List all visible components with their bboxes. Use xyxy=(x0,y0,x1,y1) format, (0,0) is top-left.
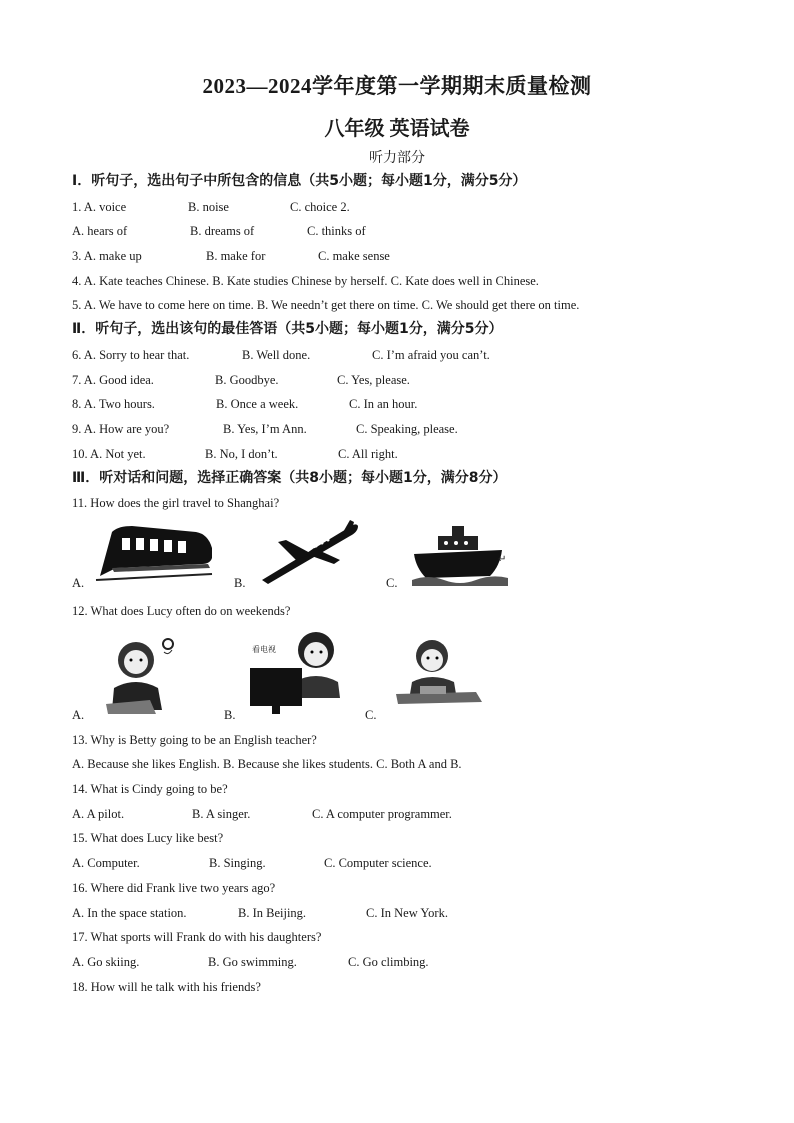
q15-option-b: B. Singing. xyxy=(209,856,266,870)
q10-option-c: C. All right. xyxy=(338,447,398,461)
question-15: 15. What does Lucy like best? xyxy=(72,831,224,845)
q3-option-c: C. make sense xyxy=(318,249,390,263)
train-picture xyxy=(92,518,216,584)
q7-option-a: 7. A. Good idea. xyxy=(72,373,154,387)
question-5: 5. A. We have to come here on time. B. We needn’t get there on time. C. We should get there on time. xyxy=(72,298,580,312)
section-1-heading: Ⅰ．听句子，选出句子中所包含的信息（共5小题；每小题1分，满分5分） xyxy=(72,173,527,189)
question-4: 4. A. Kate teaches Chinese. B. Kate studies Chinese by herself. C. Kate does well in Chinese. xyxy=(72,274,539,288)
q17-option-b: B. Go swimming. xyxy=(208,955,297,969)
q17-option-a: A. Go skiing. xyxy=(72,955,140,969)
q7-option-c: C. Yes, please. xyxy=(337,373,410,387)
question-2 xyxy=(72,223,366,239)
q2-option-c: C. thinks of xyxy=(307,224,366,238)
q16-option-a: A. In the space station. xyxy=(72,906,187,920)
question-16: 16. Where did Frank live two years ago? xyxy=(72,881,276,895)
part-heading: 听力部分 xyxy=(369,150,425,166)
q6-option-a: 6. A. Sorry to hear that. xyxy=(72,348,190,362)
q14-option-a: A. A pilot. xyxy=(72,807,125,821)
q13-options: A. Because she likes English. B. Because she likes students. C. Both A and B. xyxy=(72,757,462,771)
q11-option-a-label: A. xyxy=(72,576,85,590)
q2-option-a: A. hears of xyxy=(72,224,128,238)
q9-option-c: C. Speaking, please. xyxy=(356,422,458,436)
question-6 xyxy=(72,347,490,363)
q1-option-b: B. noise xyxy=(188,200,229,214)
q3-option-b: B. make for xyxy=(206,249,266,263)
q3-option-a: 3. A. make up xyxy=(72,249,142,263)
q12-option-a-label: A. xyxy=(72,708,85,722)
q16-option-c: C. In New York. xyxy=(366,906,448,920)
reading-girl-picture xyxy=(100,630,180,718)
watching-tv-picture xyxy=(246,626,344,718)
q14-options xyxy=(72,806,452,822)
q11-option-b-label: B. xyxy=(234,576,246,590)
question-7 xyxy=(72,372,410,388)
q11-option-c-label: C. xyxy=(386,576,398,590)
q16-option-b: B. In Beijing. xyxy=(238,906,307,920)
q15-options xyxy=(72,855,432,871)
q6-option-c: C. I’m afraid you can’t. xyxy=(372,348,490,362)
ship-picture xyxy=(408,520,512,586)
svg-text:↵: ↵ xyxy=(498,554,507,565)
airplane-picture xyxy=(256,516,360,588)
q17-options xyxy=(72,954,429,970)
q8-option-a: 8. A. Two hours. xyxy=(72,397,155,411)
question-10 xyxy=(72,446,398,462)
question-3 xyxy=(72,248,390,264)
q9-option-b: B. Yes, I’m Ann. xyxy=(223,422,307,436)
section-2-heading: Ⅱ．听句子，选出该句的最佳答语（共5小题；每小题1分，满分5分） xyxy=(72,321,503,337)
question-14: 14. What is Cindy going to be? xyxy=(72,782,228,796)
q2-option-b: B. dreams of xyxy=(190,224,255,238)
question-9 xyxy=(72,421,458,437)
q16-options xyxy=(72,905,448,921)
q8-option-c: C. In an hour. xyxy=(349,397,418,411)
q10-option-b: B. No, I don’t. xyxy=(205,447,278,461)
q9-option-a: 9. A. How are you? xyxy=(72,422,170,436)
question-12: 12. What does Lucy often do on weekends? xyxy=(72,604,291,618)
playing-computer-picture xyxy=(392,632,484,710)
question-18: 18. How will he talk with his friends? xyxy=(72,980,261,994)
section-3-heading: Ⅲ．听对话和问题，选择正确答案（共8小题；每小题1分，满分8分） xyxy=(72,470,507,486)
exam-title: 2023—2024学年度第一学期期末质量检测 xyxy=(202,74,592,98)
exam-subtitle: 八年级 英语试卷 xyxy=(324,118,470,140)
question-1 xyxy=(72,199,350,215)
q15-option-c: C. Computer science. xyxy=(324,856,432,870)
q12-option-b-label: B. xyxy=(224,708,236,722)
q1-option-a: 1. A. voice xyxy=(72,200,127,214)
question-13: 13. Why is Betty going to be an English teacher? xyxy=(72,733,317,747)
question-11: 11. How does the girl travel to Shanghai? xyxy=(72,496,280,510)
q7-option-b: B. Goodbye. xyxy=(215,373,279,387)
q1-option-c: C. choice 2. xyxy=(290,200,350,214)
question-8 xyxy=(72,396,417,412)
q12-option-c-label: C. xyxy=(365,708,377,722)
q14-option-b: B. A singer. xyxy=(192,807,251,821)
tv-sign-text: 看电视 xyxy=(252,645,276,654)
q10-option-a: 10. A. Not yet. xyxy=(72,447,146,461)
question-17: 17. What sports will Frank do with his daughters? xyxy=(72,930,322,944)
q14-option-c: C. A computer programmer. xyxy=(312,807,452,821)
q17-option-c: C. Go climbing. xyxy=(348,955,429,969)
q6-option-b: B. Well done. xyxy=(242,348,311,362)
q8-option-b: B. Once a week. xyxy=(216,397,299,411)
q15-option-a: A. Computer. xyxy=(72,856,140,870)
